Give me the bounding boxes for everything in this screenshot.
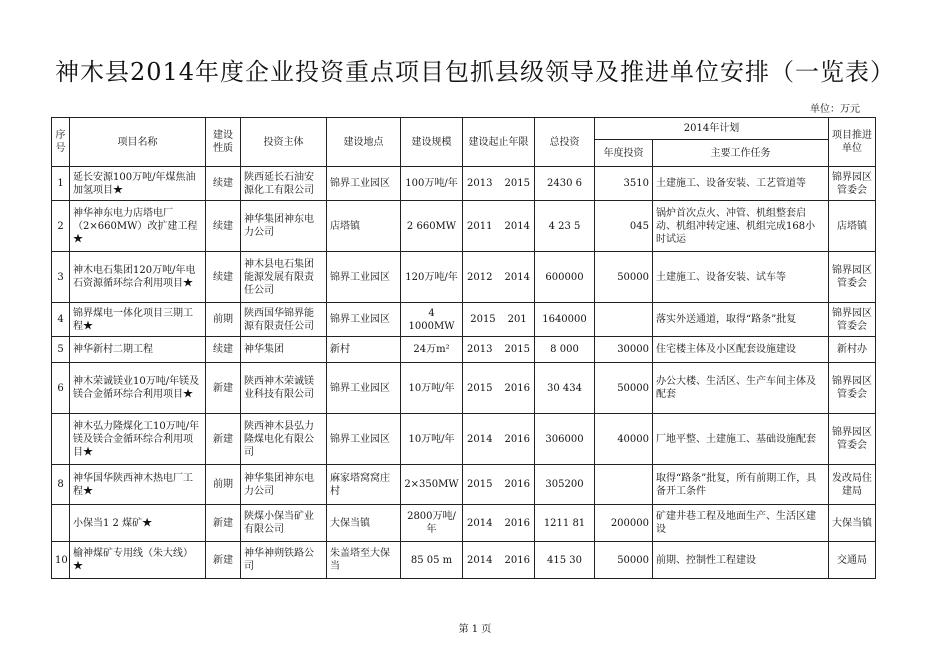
- row-end-year: 2016: [504, 554, 530, 566]
- row-main-tasks: 落实外送通道，取得“路条”批复: [653, 303, 829, 337]
- row-project-name: 神木荣诚镁业10万吨/年镁及镁合金循环综合利用项目★: [70, 363, 206, 414]
- row-period: [463, 542, 535, 579]
- row-start-year: 2014: [467, 517, 493, 529]
- row-scale: 2800万吨/年: [401, 505, 463, 542]
- row-total-investment: 1211 81: [535, 505, 595, 542]
- row-scale: 120万吨/年: [401, 252, 463, 303]
- row-location: 锦界工业园区: [327, 414, 401, 465]
- row-annual-investment: 50000: [595, 363, 653, 414]
- row-total-investment: 306000: [535, 414, 595, 465]
- row-location: 麻家塔窝窝庄村: [327, 465, 401, 505]
- table-row: [52, 167, 876, 201]
- row-total-investment: 305200: [535, 465, 595, 505]
- row-project-name: 神华新村二期工程: [70, 337, 206, 363]
- row-end-year: 2015: [504, 344, 530, 355]
- row-promotion-unit: 店塔镇: [829, 201, 876, 252]
- row-main-tasks: 前期、控制性工程建设: [653, 542, 829, 579]
- row-investor: 陕西神木县弘力隆煤电化有限公司: [241, 414, 327, 465]
- unit-note: 单位：万元: [810, 104, 860, 115]
- row-promotion-unit: 锦界园区管委会: [829, 303, 876, 337]
- header-location: 建设地点: [327, 118, 401, 167]
- row-end-year: 2016: [504, 382, 530, 394]
- row-start-year: 2013: [467, 178, 493, 189]
- row-location: 大保当镇: [327, 505, 401, 542]
- row-investor: 神华集团: [241, 337, 327, 363]
- row-scale: 10万吨/年: [401, 414, 463, 465]
- header-nature: 建设性质: [206, 118, 241, 167]
- row-investor: 陕西延长石油安源化工有限公司: [241, 167, 327, 201]
- row-main-tasks: 土建施工、设备安装、试车等: [653, 252, 829, 303]
- row-start-year: 2015: [467, 382, 493, 394]
- row-promotion-unit: 锦界园区管委会: [829, 252, 876, 303]
- row-period: [463, 363, 535, 414]
- row-project-name: 神木弘力隆煤化工10万吨/年镁及镁合金循环综合利用项目★: [70, 414, 206, 465]
- row-start-year: 2015: [470, 314, 496, 325]
- row-seq: 3: [52, 252, 70, 303]
- header-plan: 2014年计划: [595, 118, 829, 140]
- row-main-tasks: 取得“路条”批复，所有前期工作，具备开工条件: [653, 465, 829, 505]
- row-nature: 续建: [206, 167, 241, 201]
- header-period: 建设起止年限: [463, 118, 535, 167]
- row-promotion-unit: 锦界园区管委会: [829, 167, 876, 201]
- row-investor: 神华神朔铁路公司: [241, 542, 327, 579]
- row-seq: 5: [52, 337, 70, 363]
- row-scale: 85 05 m: [401, 542, 463, 579]
- row-main-tasks: 锅炉首次点火、冲管、机组整套启动、机组冲转定速、机组完成168小时试运: [653, 201, 829, 252]
- row-annual-investment: 50000: [595, 542, 653, 579]
- header-unit: 项目推进单位: [829, 118, 876, 167]
- row-end-year: 2016: [504, 479, 530, 490]
- row-total-investment: 415 30: [535, 542, 595, 579]
- table-row: [52, 465, 876, 505]
- row-period: [463, 201, 535, 252]
- row-total-investment: 1640000: [535, 303, 595, 337]
- row-start-year: 2014: [467, 554, 493, 566]
- row-annual-investment: 40000: [595, 414, 653, 465]
- row-period: [463, 303, 535, 337]
- row-scale: 2×350MW: [401, 465, 463, 505]
- row-promotion-unit: 锦界园区管委会: [829, 363, 876, 414]
- row-seq: 8: [52, 465, 70, 505]
- row-total-investment: 8 000: [535, 337, 595, 363]
- row-nature: 前期: [206, 303, 241, 337]
- table-row: [52, 414, 876, 465]
- row-location: 店塔镇: [327, 201, 401, 252]
- row-annual-investment: 200000: [595, 505, 653, 542]
- row-period: [463, 414, 535, 465]
- row-total-investment: 2430 6: [535, 167, 595, 201]
- row-seq: 1: [52, 167, 70, 201]
- row-total-investment: 600000: [535, 252, 595, 303]
- header-investor: 投资主体: [241, 118, 327, 167]
- row-scale: 24万m²: [401, 337, 463, 363]
- row-period: [463, 167, 535, 201]
- row-nature: 续建: [206, 337, 241, 363]
- table-row: [52, 505, 876, 542]
- row-scale: 2 660MW: [401, 201, 463, 252]
- row-main-tasks: 厂地平整、土建施工、基础设施配套: [653, 414, 829, 465]
- row-annual-investment: [595, 465, 653, 505]
- row-period: [463, 252, 535, 303]
- row-promotion-unit: 大保当镇: [829, 505, 876, 542]
- table-row: [52, 252, 876, 303]
- row-project-name: 延长安源100万吨/年煤焦油加氢项目★: [70, 167, 206, 201]
- row-promotion-unit: 锦界园区管委会: [829, 414, 876, 465]
- header-annual: 年度投资: [595, 140, 653, 167]
- header-tasks: 主要工作任务: [653, 140, 829, 167]
- row-investor: 陕煤小保当矿业有限公司: [241, 505, 327, 542]
- row-scale: 100万吨/年: [401, 167, 463, 201]
- row-investor: 神木县电石集团能源发展有限责任公司: [241, 252, 327, 303]
- row-main-tasks: 矿建井巷工程及地面生产、生活区建设: [653, 505, 829, 542]
- row-promotion-unit: 交通局: [829, 542, 876, 579]
- row-end-year: 2014: [504, 271, 530, 283]
- row-end-year: 2015: [504, 178, 530, 189]
- row-seq: [52, 414, 70, 465]
- row-annual-investment: 3510: [595, 167, 653, 201]
- row-seq: 4: [52, 303, 70, 337]
- header-seq: 序号: [52, 118, 70, 167]
- row-period: [463, 465, 535, 505]
- table-row: [52, 337, 876, 363]
- row-start-year: 2011: [467, 220, 493, 232]
- page-title: 神木县2014年度企业投资重点项目包抓县级领导及推进单位安排（一览表）: [54, 58, 896, 86]
- row-location: 锦界工业园区: [327, 252, 401, 303]
- row-project-name: 榆神煤矿专用线（朱大线）★: [70, 542, 206, 579]
- row-location: 新村: [327, 337, 401, 363]
- row-location: 锦界工业园区: [327, 303, 401, 337]
- row-location: 锦界工业园区: [327, 363, 401, 414]
- row-nature: 新建: [206, 414, 241, 465]
- row-annual-investment: [595, 303, 653, 337]
- table-row: [52, 363, 876, 414]
- table-row: [52, 201, 876, 252]
- row-location: 锦界工业园区: [327, 167, 401, 201]
- row-annual-investment: 045: [595, 201, 653, 252]
- row-start-year: 2015: [467, 479, 493, 490]
- row-project-name: 神华神东电力店塔电厂（2×660MW）改扩建工程★: [70, 201, 206, 252]
- row-scale: 10万吨/年: [401, 363, 463, 414]
- row-end-year: 201: [507, 314, 527, 325]
- row-start-year: 2014: [467, 433, 493, 445]
- row-promotion-unit: 发改局住建局: [829, 465, 876, 505]
- row-investor: 陕西神木荣诚镁业科技有限公司: [241, 363, 327, 414]
- project-table: [51, 117, 876, 579]
- row-nature: 续建: [206, 252, 241, 303]
- row-end-year: 2016: [504, 517, 530, 529]
- header-total: 总投资: [535, 118, 595, 167]
- row-seq: 2: [52, 201, 70, 252]
- table-row: [52, 542, 876, 579]
- row-main-tasks: 住宅楼主体及小区配套设施建设: [653, 337, 829, 363]
- row-nature: 新建: [206, 542, 241, 579]
- row-investor: 陕西国华锦界能源有限责任公司: [241, 303, 327, 337]
- header-scale: 建设规模: [401, 118, 463, 167]
- row-main-tasks: 土建施工、设备安装、工艺管道等: [653, 167, 829, 201]
- row-investor: 神华集团神东电力公司: [241, 201, 327, 252]
- row-investor: 神华集团神东电力公司: [241, 465, 327, 505]
- row-nature: 前期: [206, 465, 241, 505]
- row-seq: 10: [52, 542, 70, 579]
- row-main-tasks: 办公大楼、生活区、生产车间主体及配套: [653, 363, 829, 414]
- row-start-year: 2012: [467, 271, 493, 283]
- row-end-year: 2014: [504, 220, 530, 232]
- row-location: 朱盖塔至大保当: [327, 542, 401, 579]
- row-annual-investment: 50000: [595, 252, 653, 303]
- row-total-investment: 4 23 5: [535, 201, 595, 252]
- row-project-name: 神木电石集团120万吨/年电石资源循环综合利用项目★: [70, 252, 206, 303]
- page-number: 第 1 页: [458, 624, 492, 635]
- table-row: [52, 303, 876, 337]
- row-total-investment: 30 434: [535, 363, 595, 414]
- row-seq: 6: [52, 363, 70, 414]
- row-project-name: 小保当1 2 煤矿★: [70, 505, 206, 542]
- row-annual-investment: 30000: [595, 337, 653, 363]
- row-promotion-unit: 新村办: [829, 337, 876, 363]
- row-end-year: 2016: [504, 433, 530, 445]
- row-period: [463, 337, 535, 363]
- row-start-year: 2013: [467, 344, 493, 355]
- row-nature: 续建: [206, 201, 241, 252]
- row-project-name: 神华国华陕西神木热电厂工程★: [70, 465, 206, 505]
- row-scale: 4 1000MW: [401, 303, 463, 337]
- row-nature: 新建: [206, 363, 241, 414]
- row-nature: 新建: [206, 505, 241, 542]
- row-seq: [52, 505, 70, 542]
- row-period: [463, 505, 535, 542]
- header-name: 项目名称: [70, 118, 206, 167]
- row-project-name: 锦界煤电一体化项目三期工程★: [70, 303, 206, 337]
